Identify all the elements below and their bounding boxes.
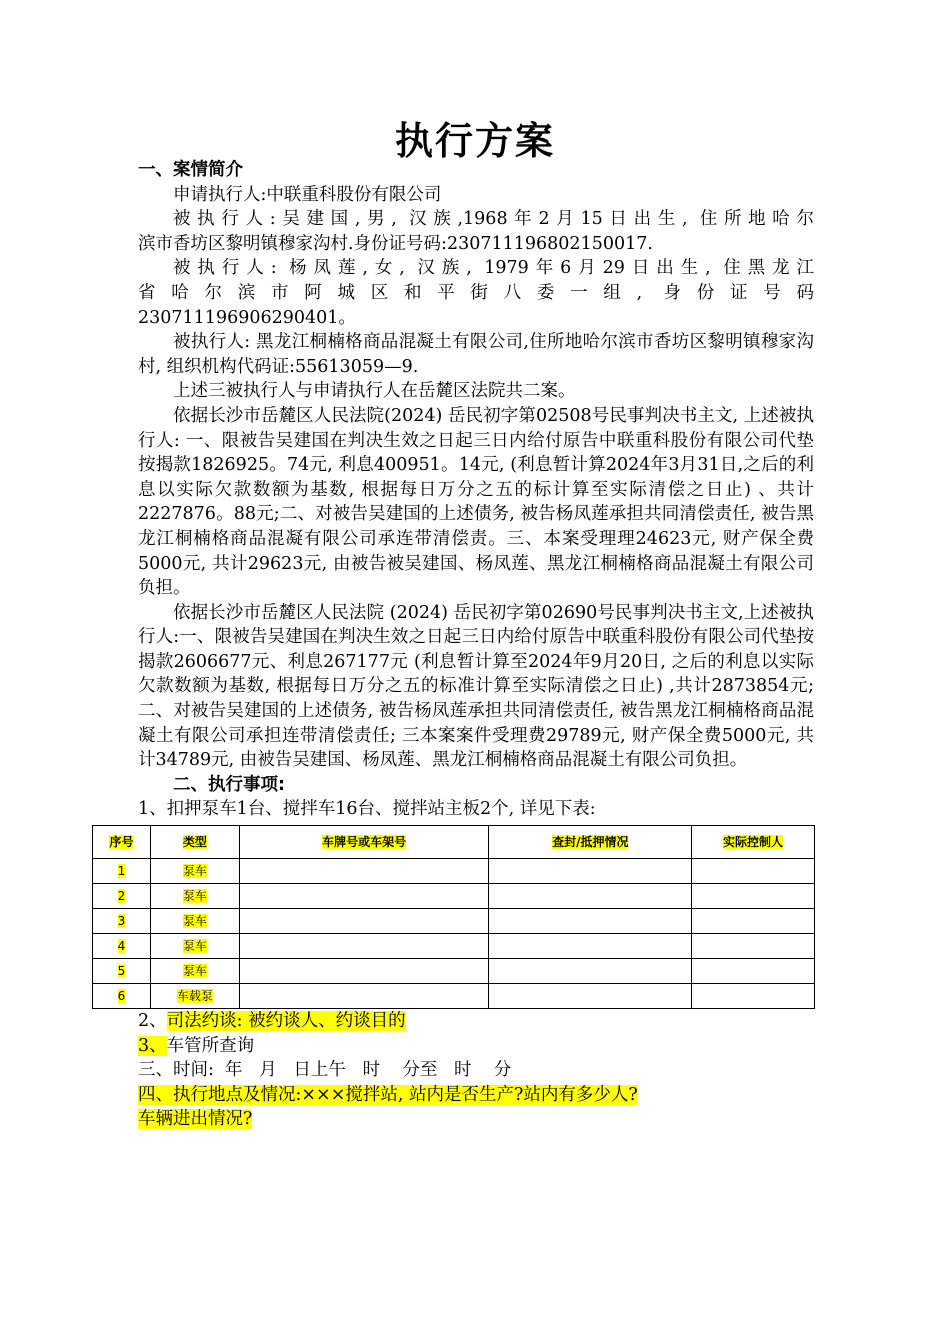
cell-controller	[692, 984, 815, 1009]
cell-plate	[239, 884, 489, 909]
cell-no: 3	[93, 909, 151, 934]
respondent3-paragraph: 被执行人: 黑龙江桐楠格商品混凝土有限公司,住所地哈尔滨市香坊区黎明镇穆家沟村, 组织机构代码证:55613059—9.	[138, 332, 814, 377]
time-line: 三、时间: 年 月 日上午 时 分至 时 分	[138, 1060, 512, 1081]
table-row	[93, 984, 815, 1009]
cell-controller	[692, 884, 815, 909]
cell-type: 泵车	[150, 859, 239, 884]
respondent2-line2: 省哈尔滨市阿城区和平街八委一组, 身份证号码	[138, 282, 814, 303]
cell-seizure	[489, 959, 692, 984]
cell-seizure	[489, 884, 692, 909]
cell-no: 5	[93, 959, 151, 984]
section-heading-case-summary: 一、案情简介	[138, 160, 243, 180]
item1-paragraph: 1、扣押泵车1台、搅拌车16台、搅拌站主板2个, 详见下表:	[138, 799, 596, 820]
cell-controller	[692, 859, 815, 884]
section-heading-enforcement-items: 二、执行事项:	[173, 774, 285, 795]
cell-plate	[239, 959, 489, 984]
respondent1-line1: 被执行人:吴建国,男, 汉族,1968年2月15日出生, 住所地哈尔	[173, 209, 814, 230]
cell-plate	[239, 984, 489, 1009]
applicant-paragraph: 申请执行人:中联重科股份有限公司	[173, 184, 442, 205]
item3-number: 3、	[138, 1035, 167, 1056]
cell-controller	[692, 934, 815, 959]
cell-no: 1	[93, 859, 151, 884]
respondent2-line1: 被执行人: 杨凤莲,女, 汉族, 1979年6月29日出生, 住黑龙江	[173, 258, 814, 279]
header-type: 类型	[150, 826, 239, 859]
header-controller: 实际控制人	[692, 826, 815, 859]
location-paragraph-line1: 四、执行地点及情况:×××搅拌站, 站内是否生产?站内有多少人?	[138, 1084, 638, 1105]
table-row	[93, 959, 815, 984]
judgment1-paragraph: 依据长沙市岳麓区人民法院(2024) 岳民初字第02508号民事判决书主文, 上述被执行人: 一、限被告吴建国在判决生效之日起三日内给付原告中联重科股份有限公司代垫按揭款1826925。74元, 利息400951。14元, (利息暂计算2024年3月31日,之后的利息以实际欠款数额为基数, 根据每日万分之五的标计算至实际清偿之日止) 、共计2227876。88元;二、对被告吴建国的上述债务, 被告杨凤莲承担共同清偿责任, 被告黑龙江桐楠格商品混凝有限公司承连带清偿责。三、本案受理理24623元, 财产保全费5000元, 共计29623元, 由被告被吴建国、杨凤莲、黑龙江桐楠格商品混凝土有限公司负担。	[138, 405, 814, 599]
respondent2-line3: 230711196906290401。	[138, 307, 356, 328]
cell-type: 泵车	[150, 959, 239, 984]
table-row	[93, 859, 815, 884]
cell-seizure	[489, 934, 692, 959]
cell-controller	[692, 959, 815, 984]
table-row	[93, 884, 815, 909]
judgment2-paragraph: 依据长沙市岳麓区人民法院 (2024) 岳民初字第02690号民事判决书主文,上述被执行人:一、限被告吴建国在判决生效之日起三日内给付原告中联重科股份有限公司代垫按揭款2606677元、利息267177元 (利息暂计算至2024年9月20日, 之后的利息以实际欠款数额为基数, 根据每日万分之五的标准计算至实际清偿之日止) ,共计2873854元;二、对被告吴建国的上述债务, 被告杨凤莲承担共同清偿责任, 被告黑龙江桐楠格商品混凝土有限公司承担连带清偿责任; 三本案案件受理费29789元, 财产保全费5000元, 共计34789元, 由被告吴建国、杨凤莲、黑龙江桐楠格商品混凝土有限公司负担。	[138, 602, 814, 771]
table-header-row	[93, 826, 815, 859]
item3-text: 车管所查询	[166, 1035, 255, 1056]
item2-paragraph	[138, 1009, 814, 1034]
header-no: 序号	[93, 826, 151, 859]
header-seizure: 查封/抵押情况	[489, 826, 692, 859]
cell-seizure	[489, 984, 692, 1009]
item2-text: 司法约谈: 被约谈人、约谈目的	[166, 1011, 406, 1032]
cell-plate	[239, 859, 489, 884]
item3-paragraph	[138, 1034, 814, 1059]
cell-controller	[692, 909, 815, 934]
respondent1-line2: 滨市香坊区黎明镇穆家沟村.身份证号码:230711196802150017.	[138, 233, 653, 254]
vehicle-table	[92, 825, 815, 1009]
cell-plate	[239, 934, 489, 959]
cases-summary-paragraph: 上述三被执行人与申请执行人在岳麓区法院共二案。	[173, 381, 576, 402]
cell-seizure	[489, 909, 692, 934]
cell-type: 泵车	[150, 909, 239, 934]
cell-no: 2	[93, 884, 151, 909]
location-paragraph-line2: 车辆进出情况?	[138, 1109, 253, 1130]
header-plate: 车牌号或车架号	[239, 826, 489, 859]
cell-plate	[239, 909, 489, 934]
cell-type: 泵车	[150, 934, 239, 959]
item2-number: 2、	[138, 1011, 167, 1032]
table-row	[93, 909, 815, 934]
document-body	[109, 158, 814, 1132]
table-row	[93, 934, 815, 959]
cell-no: 6	[93, 984, 151, 1009]
cell-seizure	[489, 859, 692, 884]
cell-no: 4	[93, 934, 151, 959]
cell-type: 泵车	[150, 884, 239, 909]
document-title: 执行方案	[394, 119, 555, 163]
cell-type: 车载泵	[150, 984, 239, 1009]
